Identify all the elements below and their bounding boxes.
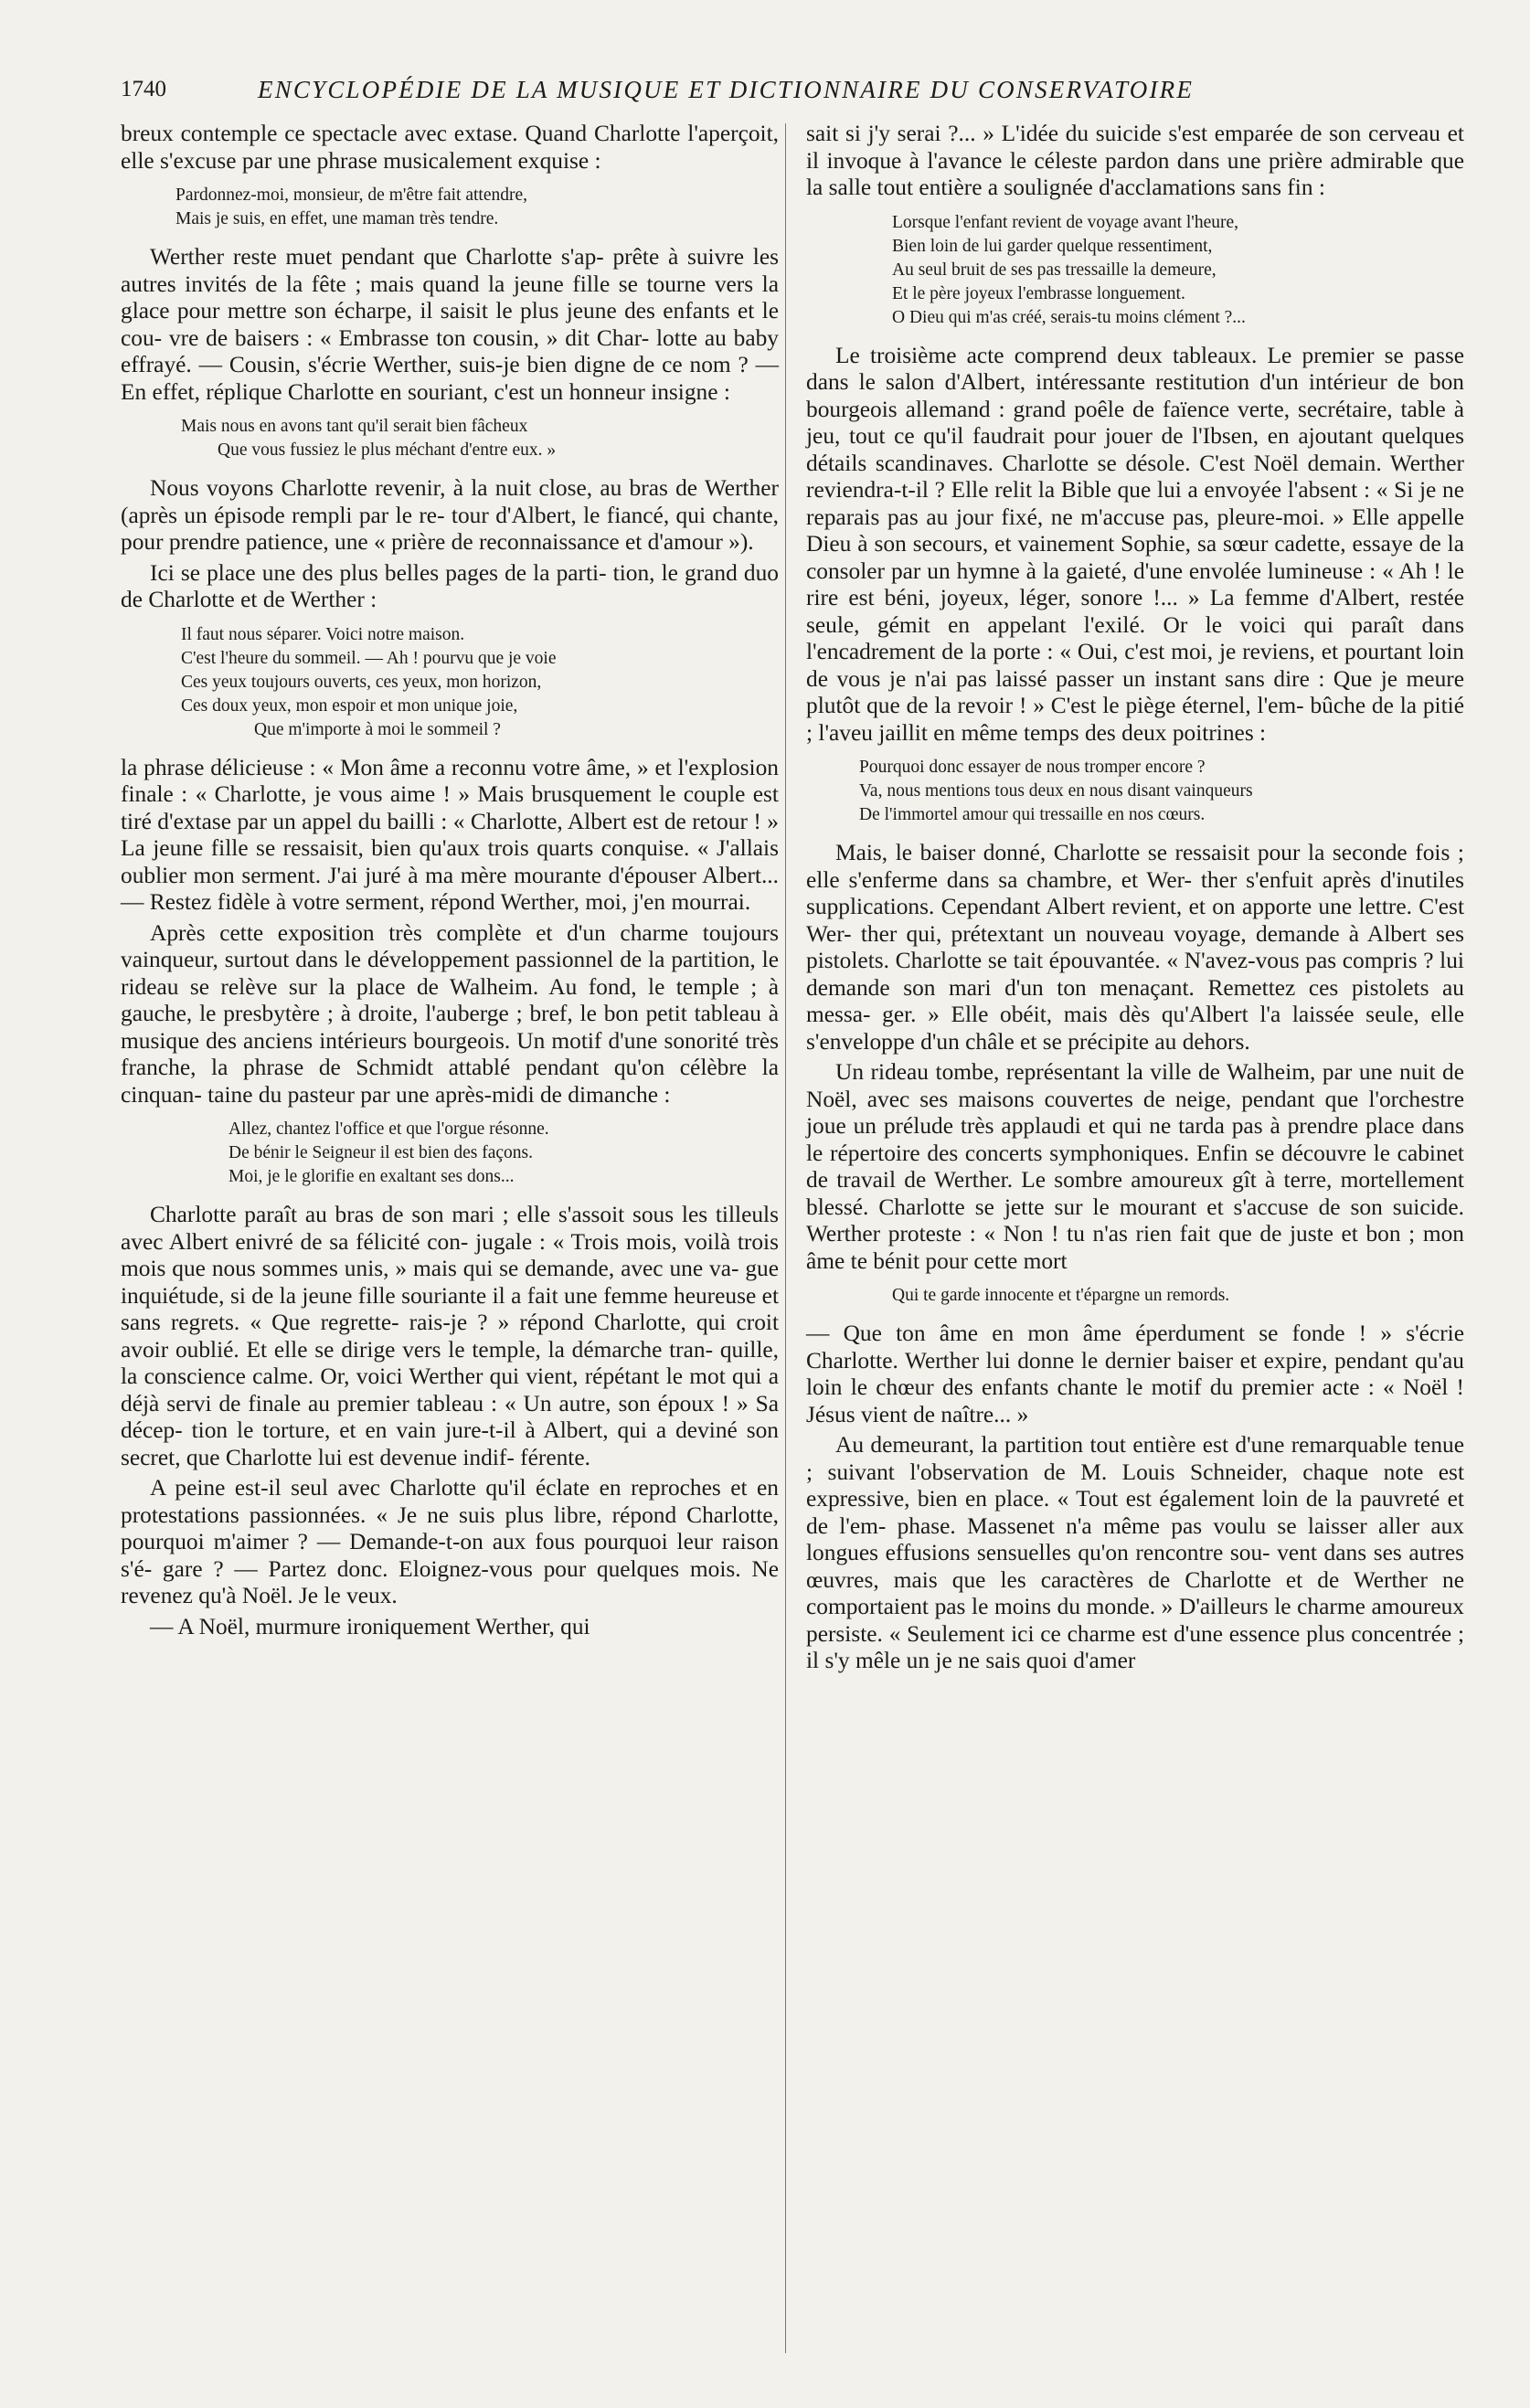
verse-line: Que vous fussiez le plus méchant d'entre eux. » [218,440,557,460]
paragraph: Au demeurant, la partition tout entière est d'une remarquable tenue ; suivant l'observation de M. Louis Schneider, chaque note est expressive, bien en place. « Tout est également loin de la pauvreté et de l'em- phase. Massenet n'a même pas voulu se laisser aller aux longues effusions sensuelles qu'on rencontre sou- vent dans ses autres œuvres, mais que les caractères de Charlotte et de Werther ne comportaient pas le moins du monde. » D'ailleurs le charme amoureux persiste. « Seulement ici ce charme est d'une essence plus concentrée ; il s'y mêle un je ne sais quoi d'amer [806,1432,1464,1673]
paragraph: Charlotte paraît au bras de son mari ; elle s'assoit sous les tilleuls avec Albert enivré de sa félicité con- jugale : « Trois mois, voilà trois mois que nous sommes unis, » mais qui se demande, avec une va- gue inquiétude, si de la jeune fille souriante il a fait une femme heureuse et sans regrets. « Que regrette- rais-je ? » répond Charlotte, qui croit avoir oublié. Et elle se dirige vers le temple, la démarche tran- quille, la conscience calme. Or, voici Werther qui vient, répétant le mot qui a déjà servi de finale au premier tableau : « Un autre, son époux ! » Sa décep- tion le torture, et en vain jure-t-il à Albert, qui a deviné son secret, que Charlotte lui est devenue indif- férente. [121,1202,779,1470]
verse-quote [121,623,779,742]
paragraph: breux contemple ce spectacle avec extase. Quand Charlotte l'aperçoit, elle s'excuse par une phrase musicalement exquise : [121,121,779,174]
verse-line: Ces doux yeux, mon espoir et mon unique joie, [181,695,518,716]
verse-quote [121,415,779,462]
verse-line: Au seul bruit de ses pas tressaille la demeure, [892,260,1217,280]
verse-line: C'est l'heure du sommeil. — Ah ! pourvu que je voie [181,648,557,668]
verse-line: Moi, je le glorifie en exaltant ses dons... [228,1167,515,1186]
verse-line: Ces yeux toujours ouverts, ces yeux, mon horizon, [181,672,542,692]
paragraph: sait si j'y serai ?... » L'idée du suicide s'est emparée de son cerveau et il invoque à l'avance le céleste pardon dans une prière admirable que la salle tout entière a soulignée d'acclamations sans fin : [806,121,1464,200]
paragraph: Le troisième acte comprend deux tableaux. Le premier se passe dans le salon d'Albert, intéressante restitution d'un intérieur de bon bourgeois allemand : grand poêle de faïence verte, secrétaire, table à jeu, tout ce qu'il faudrait pour jouer de l'Ibsen, en ajoutant quelques détails scandinaves. Charlotte se désole. C'est Noël demain. Werther reviendra-t-il ? Elle relit la Bible que lui a envoyée l'absent : « Si je ne reparais pas au jour fixé, ne m'accuse pas, pleure-moi. » Elle appelle Dieu à son secours, et vainement Sophie, sa sœur cadette, essaye de la consoler par un hymne à la gaieté, d'une envolée lumineuse : « Ah ! le rire est béni, joyeux, léger, sonore !... » La femme d'Albert, restée seule, gémit en appelant l'exilé. Or le voici qui paraît dans l'encadrement de la porte : « Oui, c'est moi, je reviens, et pourtant loin de vous je n'ai pas laissé passer un instant sans dire : Que je meure plutôt que de la revoir ! » C'est le piège éternel, l'em- bûche de la pitié ; l'aveu jaillit en même temps des deux poitrines : [806,342,1464,746]
paragraph: Mais, le baiser donné, Charlotte se ressaisit pour la seconde fois ; elle s'enferme dans sa chambre, et Wer- ther s'enfuit après d'inutiles supplications. Cependant Albert revient, et on apporte une lettre. C'est Wer- ther qui, prétextant un nouveau voyage, demande à Albert ses pistolets. Charlotte se tait épouvantée. « N'avez-vous pas compris ? lui demande son mari d'un ton menaçant. Remettez ces pistolets au messa- ger. » Elle obéit, mais dès qu'Albert l'a laissée seule, elle s'enveloppe d'un châle et se précipite au dehors. [806,840,1464,1055]
running-header [121,71,1464,108]
verse-line: Pourquoi donc essayer de nous tromper encore ? [859,758,1206,777]
verse-line: Mais je suis, en effet, une maman très tendre. [175,209,499,228]
verse-quote [806,1284,1464,1308]
right-column [806,121,1464,1679]
verse-line: Et le père joyeux l'embrasse longuement. [892,283,1185,303]
verse-line: Pardonnez-moi, monsieur, de m'être fait attendre, [175,186,528,205]
verse-line: Lorsque l'enfant revient de voyage avant l'heure, [892,212,1238,232]
paragraph: — Que ton âme en mon âme éperdument se fonde ! » s'écrie Charlotte. Werther lui donne le dernier baiser et expire, pendant qu'au loin le chœur des enfants chante le motif du premier acte : « Noël ! Jésus vient de naître... » [806,1321,1464,1427]
paragraph: Werther reste muet pendant que Charlotte s'ap- prête à suivre les autres invités de la fête ; mais quand la jeune fille se tourne vers la glace pour mettre son écharpe, il saisit le plus jeune des enfants et le cou- vre de baisers : « Embrasse ton cousin, » dit Char- lotte au baby effrayé. — Cousin, s'écrie Werther, suis-je bien digne de ce nom ? — En effet, réplique Charlotte en souriant, c'est un honneur insigne : [121,244,779,405]
verse-line: Qui te garde innocente et t'épargne un remords. [892,1286,1230,1305]
paragraph: — A Noël, murmure ironiquement Werther, qui [150,1613,590,1639]
verse-line: Va, nous mentions tous deux en nous disant vainqueurs [859,781,1253,801]
verse-quote [121,1118,779,1189]
paragraph: la phrase délicieuse : « Mon âme a reconnu votre âme, » et l'explosion finale : « Charlotte, je vous aime ! » Mais brusquement le couple est tiré d'extase par un appel du bailli : « Charlotte, Albert est de retour ! » La jeune fille se ressaisit, bien qu'aux trois quarts conquise. « J'allais oublier mon serment. J'ai juré à ma mère mourante d'épouser Albert... — Restez fidèle à votre serment, répond Werther, moi, j'en mourrai. [121,754,779,915]
page-number: 1740 [121,77,166,101]
verse-line: De bénir le Seigneur il est bien des façons. [228,1143,534,1162]
verse-line: De l'immortel amour qui tressaille en nos cœurs. [859,805,1206,824]
paragraph: Ici se place une des plus belles pages de la parti- tion, le grand duo de Charlotte et de Werther : [121,559,779,612]
left-column [121,121,779,1644]
verse-quote [121,184,779,231]
verse-line: Allez, chantez l'office et que l'orgue résonne. [228,1119,549,1139]
verse-line: Bien loin de lui garder quelque ressentiment, [892,236,1213,256]
verse-quote [806,756,1464,827]
verse-line: O Dieu qui m'as créé, serais-tu moins clément ?... [892,307,1246,327]
verse-line: Mais nous en avons tant qu'il serait bien fâcheux [181,417,528,436]
paragraph: Un rideau tombe, représentant la ville de Walheim, par une nuit de Noël, avec ses maisons couvertes de neige, pendant que l'orchestre joue un prélude très applaudi et qui ne tarda pas à prendre place dans le répertoire des concerts symphoniques. Enfin se découvre le cabinet de travail de Werther. Le sombre amoureux gît à terre, mortellement blessé. Charlotte se jette sur le mourant et s'accuse de son suicide. Werther proteste : « Non ! tu n'as rien fait que de juste et bon ; mon âme te bénit pour cette mort [806,1059,1464,1274]
paragraph: Après cette exposition très complète et d'un charme toujours vainqueur, surtout dans le développement passionnel de la partition, le rideau se relève sur la place de Walheim. Au fond, le temple ; à gauche, le presbytère ; à droite, l'auberge ; bref, le bon petit tableau à musique des anciens intérieurs bourgeois. Un motif d'une sonorité très franche, la phrase de Schmidt attablé pendant qu'on célèbre la cinquan- taine du pasteur par une après-midi de dimanche : [121,919,779,1108]
column-divider [785,123,786,2353]
verse-line: Que m'importe à moi le sommeil ? [254,719,501,739]
running-title: ENCYCLOPÉDIE DE LA MUSIQUE ET DICTIONNAIRE DU CONSERVATOIRE [258,76,1195,103]
verse-quote [806,211,1464,330]
paragraph: Nous voyons Charlotte revenir, à la nuit close, au bras de Werther (après un épisode rempli par le re- tour d'Albert, le fiancé, qui chante, pour prendre patience, une « prière de reconnaissance et d'amour »). [121,475,779,555]
verse-line: Il faut nous séparer. Voici notre maison. [181,624,465,644]
paragraph: A peine est-il seul avec Charlotte qu'il éclate en reproches et en protestations passionnées. « Je ne suis plus libre, répond Charlotte, pourquoi m'aimer ? — Demande-t-on aux fous pourquoi leur raison s'é- gare ? — Partez donc. Eloignez-vous pour quelques mois. Ne revenez qu'à Noël. Je le veux. [121,1475,779,1608]
